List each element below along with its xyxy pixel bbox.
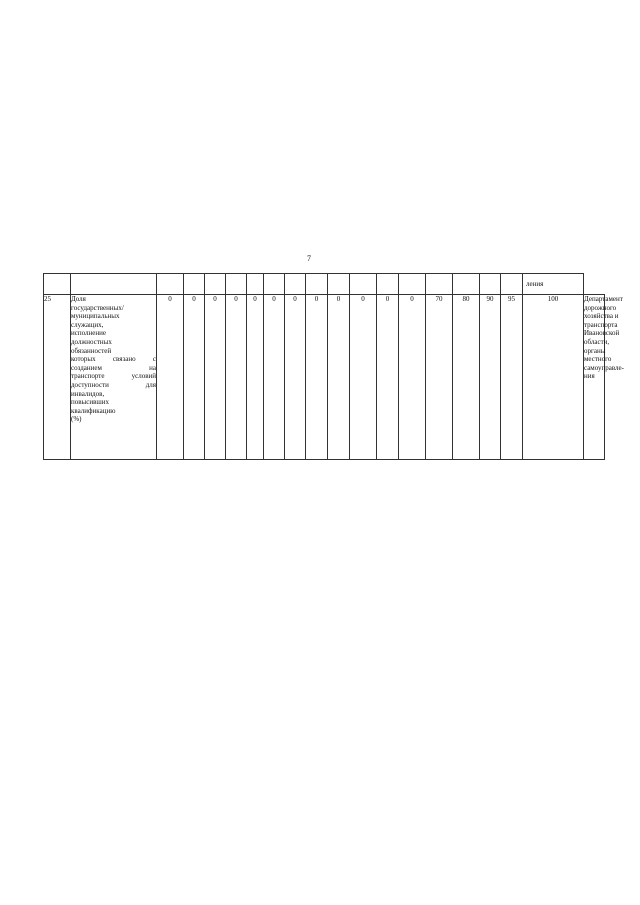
- responsible-line: Департамент: [584, 295, 623, 303]
- value-cell: 90: [480, 295, 501, 460]
- table-cell: [226, 274, 247, 295]
- table-cell: [306, 274, 328, 295]
- indicators-table: [43, 273, 624, 460]
- description-line: служащих,: [71, 320, 104, 329]
- responsible-line: дорожного: [584, 303, 617, 312]
- table-cell: [426, 274, 453, 295]
- table-cell: [501, 274, 523, 295]
- responsible-line: органы: [584, 346, 606, 355]
- description-line: квалификацию: [71, 406, 116, 415]
- responsible-line: области,: [584, 337, 610, 346]
- continuation-cell: ления: [523, 274, 584, 295]
- value-cell: 0: [350, 295, 377, 460]
- description-line: обязанностей: [71, 346, 112, 355]
- table-cell: [264, 274, 285, 295]
- table-cell: [328, 274, 350, 295]
- value-cell: 0: [226, 295, 247, 460]
- value-cell: 0: [399, 295, 426, 460]
- responsible-line: ния: [584, 372, 595, 381]
- indicator-description: [71, 295, 157, 460]
- table-cell: [377, 274, 399, 295]
- value-cell: 80: [453, 295, 480, 460]
- table-cell: [350, 274, 377, 295]
- table-cell: [285, 274, 306, 295]
- table-cell: [453, 274, 480, 295]
- table-row: [44, 295, 605, 460]
- table-cell: [157, 274, 184, 295]
- value-cell: 0: [264, 295, 285, 460]
- value-cell: 0: [328, 295, 350, 460]
- description-line: повысивших: [71, 398, 110, 407]
- description-line: (%): [71, 415, 82, 424]
- table-cell: [184, 274, 205, 295]
- row-number: 25: [44, 295, 71, 460]
- description-line: которых связано с: [71, 355, 156, 364]
- table-cell: [44, 274, 71, 295]
- value-cell: 0: [377, 295, 399, 460]
- value-cell: 0: [285, 295, 306, 460]
- description-line: муниципальных: [71, 312, 120, 321]
- responsible-line: транспорта: [584, 320, 618, 329]
- description-line: исполнение: [71, 329, 106, 338]
- value-cell: 70: [426, 295, 453, 460]
- description-line: Доля: [71, 295, 86, 303]
- value-cell: 0: [184, 295, 205, 460]
- description-line: инвалидов,: [71, 389, 105, 398]
- table-cell: [247, 274, 264, 295]
- page-number: 7: [307, 254, 311, 263]
- table-cell: [205, 274, 226, 295]
- description-line: транспорте условий: [71, 372, 156, 381]
- value-cell: 100: [523, 295, 584, 460]
- description-line: должностных: [71, 337, 112, 346]
- table-cell: [480, 274, 501, 295]
- table-cell: [399, 274, 426, 295]
- description-line: государственных/: [71, 303, 124, 312]
- description-line: созданием на: [71, 363, 156, 372]
- responsible-line: Ивановской: [584, 329, 620, 338]
- value-cell: 0: [247, 295, 264, 460]
- responsible-executor: [584, 295, 624, 460]
- continuation-row: [44, 274, 605, 295]
- value-cell: 0: [306, 295, 328, 460]
- value-cell: 95: [501, 295, 523, 460]
- responsible-line: самоуправле-: [584, 363, 624, 372]
- value-cell: 0: [205, 295, 226, 460]
- responsible-line: хозяйства и: [584, 312, 619, 321]
- value-cell: 0: [157, 295, 184, 460]
- description-line: доступности для: [71, 380, 156, 389]
- table-cell: [71, 274, 157, 295]
- responsible-line: местного: [584, 355, 612, 364]
